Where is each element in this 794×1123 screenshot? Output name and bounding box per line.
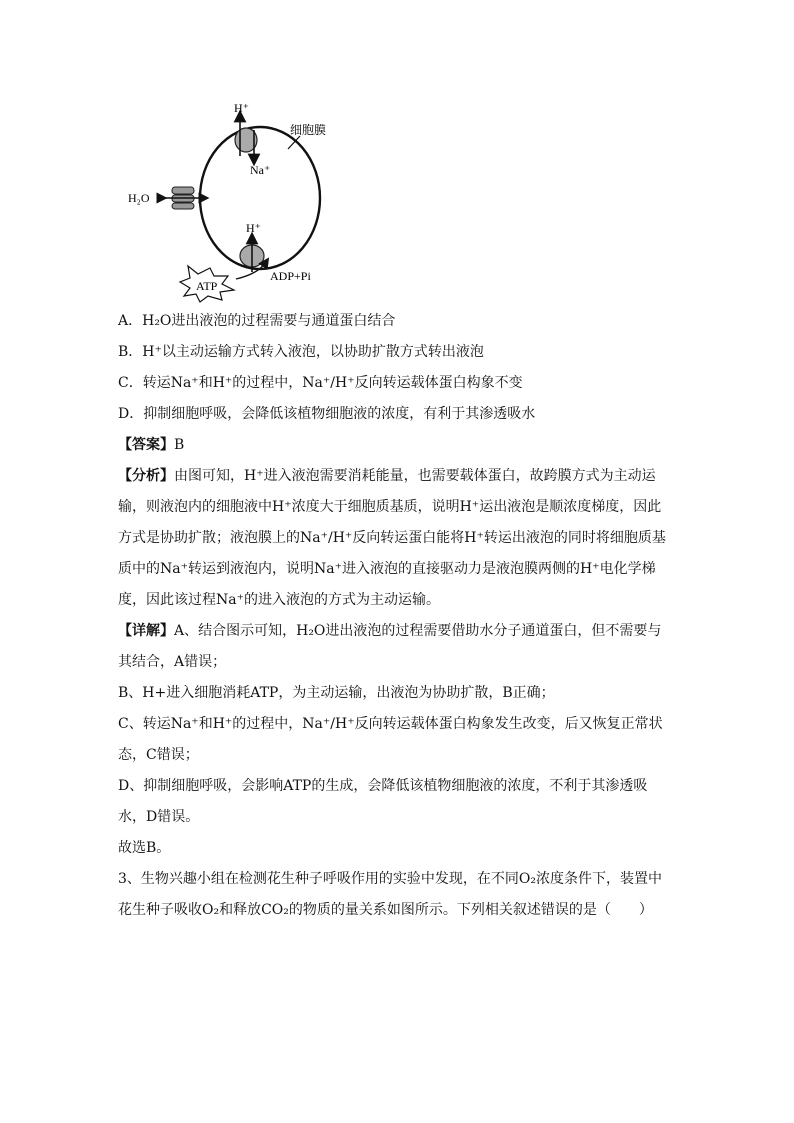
option-d: D．抑制细胞呼吸，会降低该植物细胞液的浓度，有利于其渗透吸水 [118,406,536,422]
detail-tag: 【详解】 [118,623,174,639]
detail-line-3: B、H+进入细胞消耗ATP，为主动运输，出液泡为协助扩散，B正确； [118,685,555,701]
label-membrane: 细胞膜 [290,123,327,137]
options-block [118,306,678,926]
analysis-text-1: 由图可知，H⁺进入液泡需要消耗能量，也需要载体蛋白，故跨膜方式为主动运 [174,468,656,484]
analysis-line-2: 输，则液泡内的细胞液中H⁺浓度大于细胞质基质，说明H⁺运出液泡是顺浓度梯度，因此 [118,499,662,515]
label-adp: ADP+Pi [270,269,311,283]
answer-line [118,430,678,461]
option-c: C．转运Na⁺和H⁺的过程中，Na⁺/H⁺反向转运载体蛋白构象不变 [118,375,523,391]
analysis-line-5: 度，因此该过程Na⁺的进入液泡的方式为主动运输。 [118,592,440,608]
detail-line-6: D、抑制细胞呼吸，会影响ATP的生成，会降低该植物细胞液的浓度，不利于其渗透吸 [118,778,648,794]
analysis-tag: 【分析】 [118,468,174,484]
answer-tag: 【答案】 [118,437,174,453]
option-a: A．H₂O进出液泡的过程需要与通道蛋白结合 [118,313,396,329]
detail-line-7: 水，D错误。 [118,809,200,825]
detail-line-2: 其结合，A错误； [118,654,227,670]
detail-text-1: A、结合图示可知，H₂O进出液泡的过程需要借助水分子通道蛋白，但不需要与 [174,623,662,639]
option-b: B．H⁺以主动运输方式转入液泡，以协助扩散方式转出液泡 [118,344,484,360]
question3-line-1: 3、生物兴趣小组在检测花生种子呼吸作用的实验中发现，在不同O₂浓度条件下，装置中 [118,871,662,887]
vacuole-diagram [118,96,358,306]
label-na: Na⁺ [250,163,271,177]
label-h-bottom: H⁺ [246,221,261,235]
label-atp: ATP [196,279,218,293]
analysis-line-4: 质中的Na⁺转运到液泡内，说明Na⁺进入液泡的直接驱动力是液泡膜两侧的H⁺电化学梯 [118,561,656,577]
question3-line-2: 花生种子吸收O₂和释放CO₂的物质的量关系如图所示。下列相关叙述错误的是（ ） [118,902,653,918]
answer-value: B [174,437,185,453]
analysis-line-3: 方式是协助扩散；液泡膜上的Na⁺/H⁺反向转运蛋白能将H⁺转运出液泡的同时将细胞质基 [118,530,666,546]
detail-line-8: 故选B。 [118,840,171,856]
detail-line-5: 态，C错误； [118,747,199,763]
detail-line-1 [118,616,678,647]
label-h-top: H⁺ [234,101,249,115]
analysis-line-1 [118,461,678,492]
vacuole-svg [118,96,358,306]
label-h2o: H₂O [128,191,150,205]
detail-line-4: C、转运Na⁺和H⁺的过程中，Na⁺/H⁺反向转运载体蛋白构象发生改变，后又恢复正常状 [118,716,663,732]
